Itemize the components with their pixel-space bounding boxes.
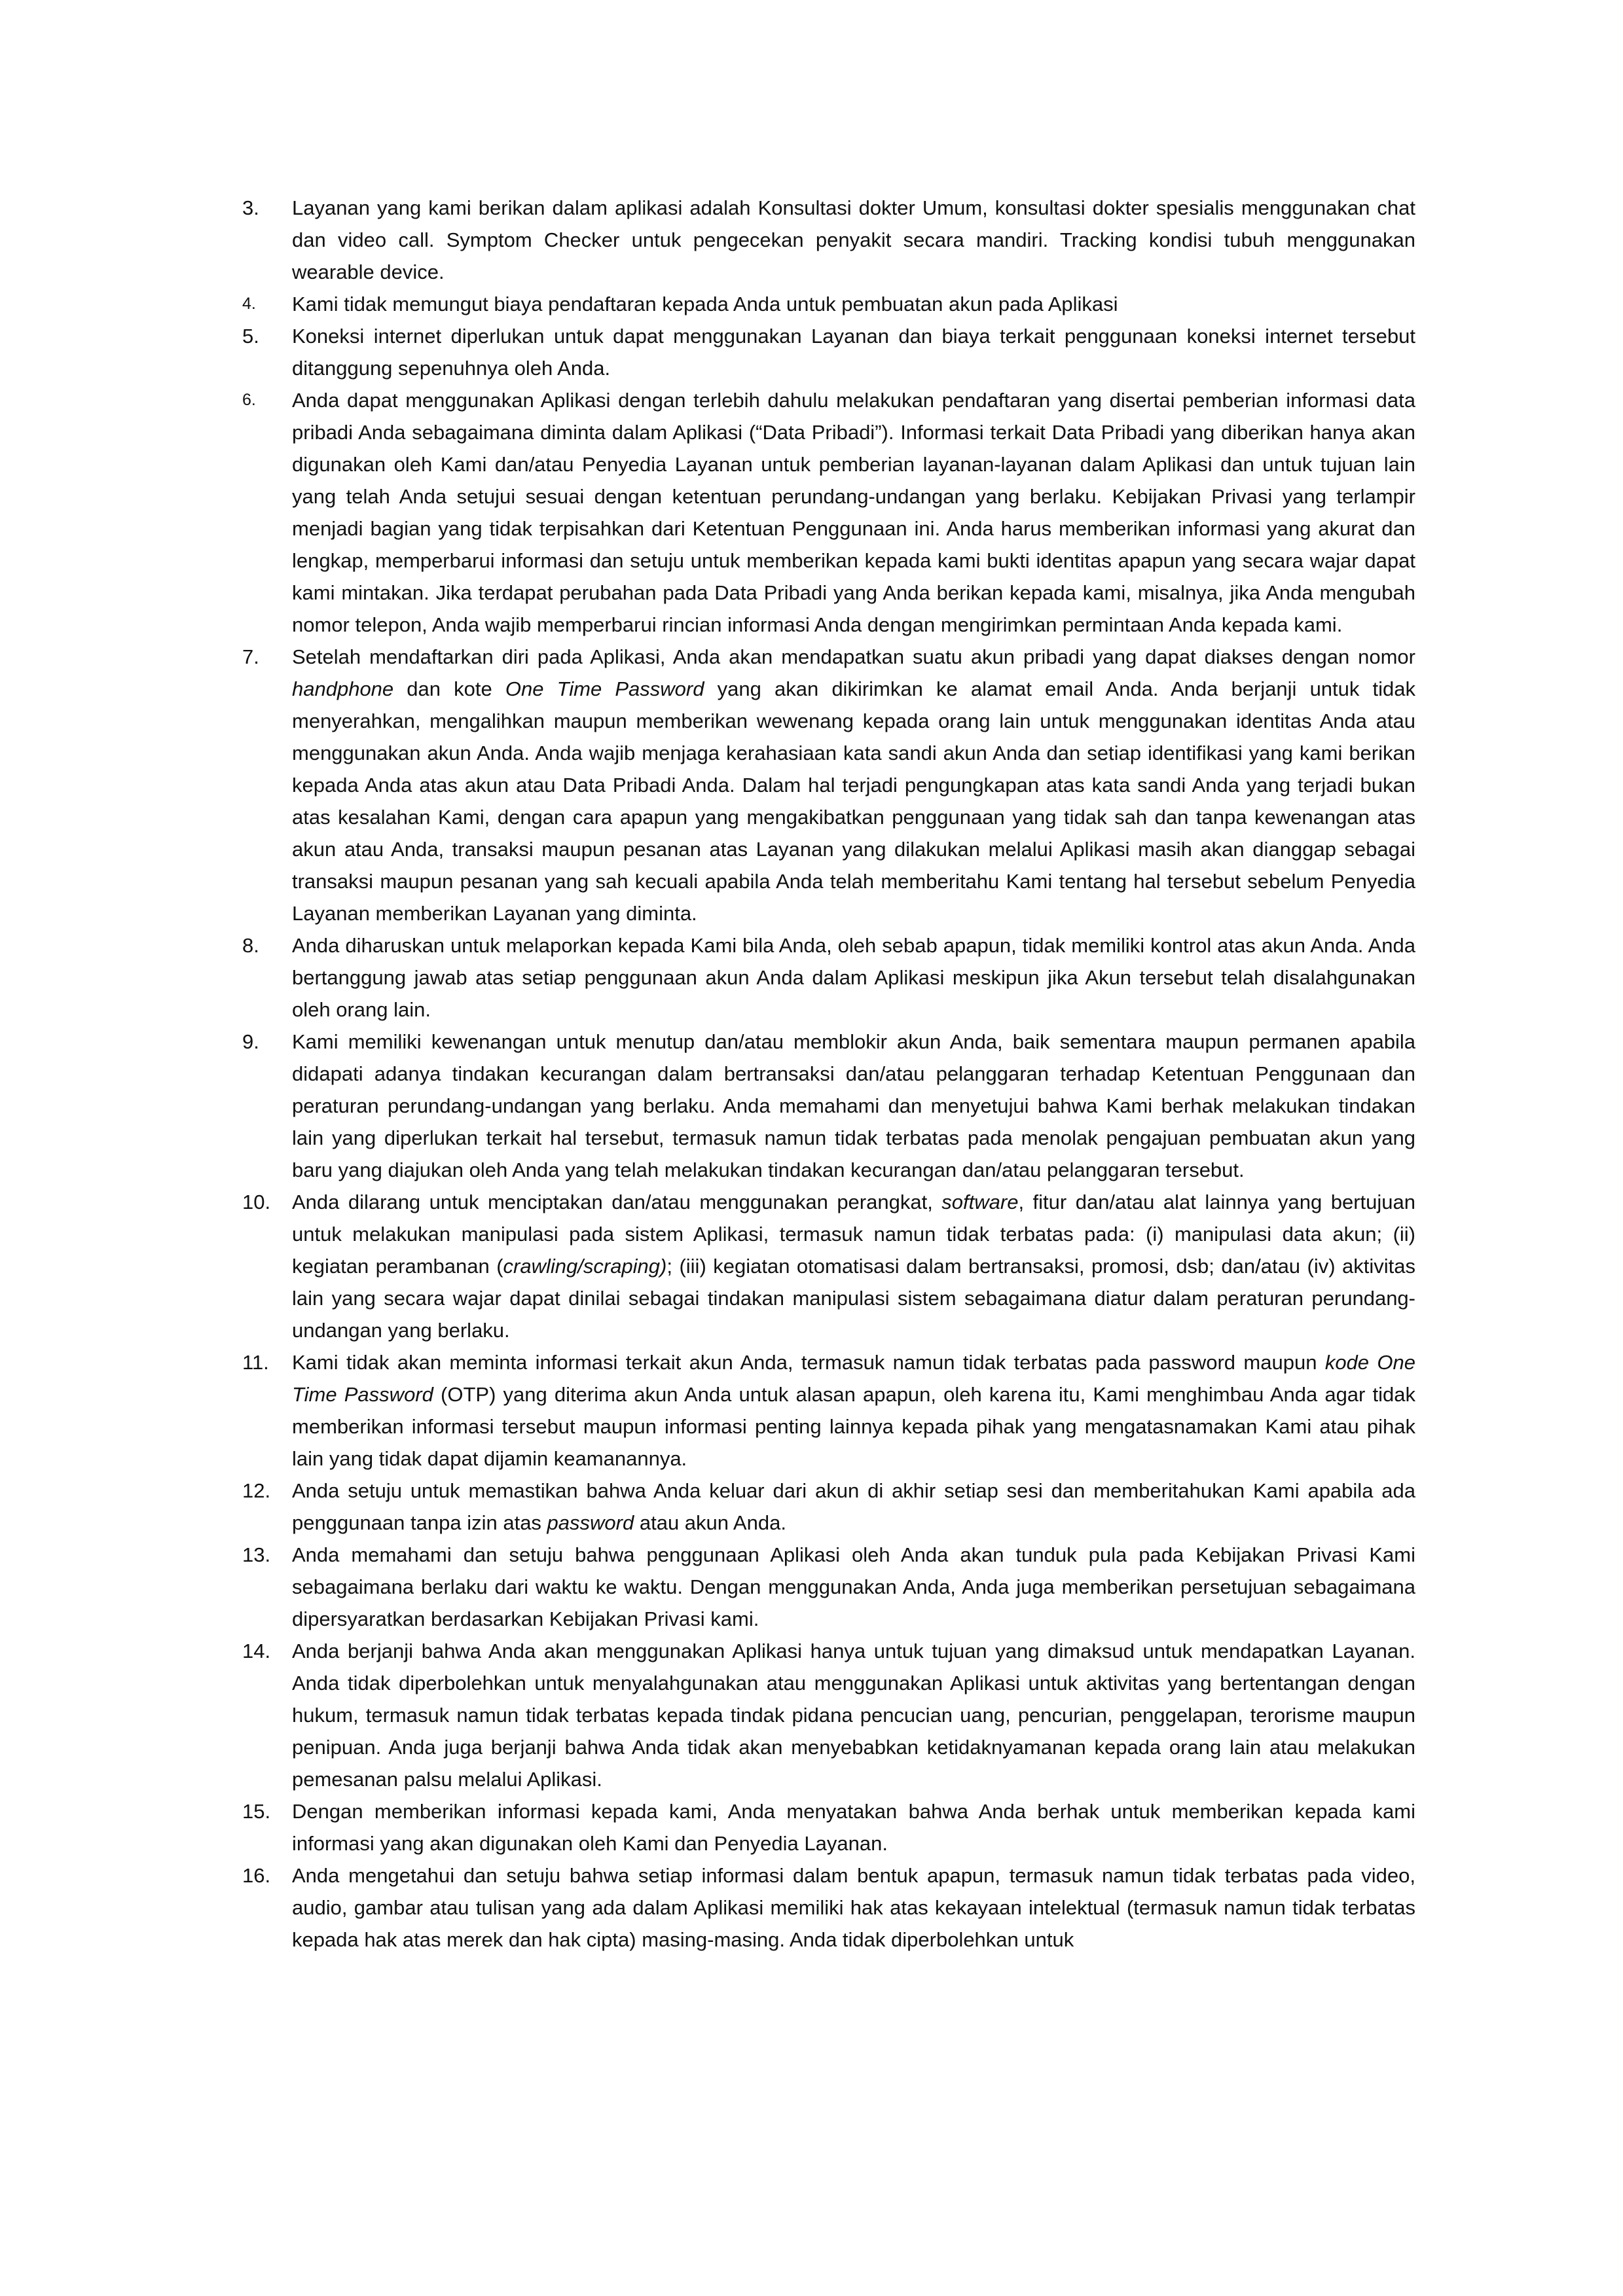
clause-text (292, 1475, 1415, 1539)
clause-text (292, 1795, 1415, 1859)
clause-text (292, 384, 1415, 641)
clause-number: 3. (242, 196, 259, 219)
clause-text-italic: crawling/scraping) (503, 1255, 667, 1278)
clause-text-segment: Anda mengetahui dan setuju bahwa setiap informasi dalam bentuk apapun, termasuk namun tidak terbatas pada video, audio, gambar atau tulisan yang ada dalam Aplikasi memiliki hak atas kekayaan intelektual (termasuk namun tidak terbatas kepada hak atas merek dan hak cipta) masing-masing. Anda tidak diperbolehkan untuk (292, 1864, 1415, 1951)
clause-number: 10. (242, 1191, 271, 1213)
clause-text (292, 929, 1415, 1026)
clause-text-segment: Kami memiliki kewenangan untuk menutup dan/atau memblokir akun Anda, baik sementara maupun permanen apabila didapati adanya tindakan kecurangan dalam bertransaksi dan/atau pelanggaran terhadap Ketentuan Penggunaan dan peraturan perundang-undangan yang berlaku. Anda memahami dan menyetujui bahwa Kami berhak melakukan tindakan lain yang diperlukan terkait hal tersebut, termasuk namun tidak terbatas pada menolak pengajuan pembuatan akun yang baru yang diajukan oleh Anda yang telah melakukan tindakan kecurangan dan/atau pelanggaran tersebut. (292, 1030, 1415, 1181)
clause-item (242, 1346, 1415, 1475)
clause-number: 5. (242, 325, 259, 348)
clause-text-italic: handphone (292, 677, 394, 700)
clause-text-italic: software (941, 1191, 1019, 1213)
clause-text-italic: One Time Password (505, 677, 704, 700)
clause-number: 9. (242, 1030, 259, 1053)
clause-text-segment: Anda dapat menggunakan Aplikasi dengan terlebih dahulu melakukan pendaftaran yang disertai pemberian informasi data pribadi Anda sebagaimana diminta dalam Aplikasi (“Data Pribadi”). Informasi terkait Data Pribadi yang diberikan hanya akan digunakan oleh Kami dan/atau Penyedia Layanan untuk pemberian layanan-layanan dalam Aplikasi dan untuk tujuan lain yang telah Anda setujui sesuai dengan ketentuan perundang-undangan yang berlaku. Kebijakan Privasi yang terlampir menjadi bagian yang tidak terpisahkan dari Ketentuan Penggunaan ini. Anda harus memberikan informasi yang akurat dan lengkap, memperbarui informasi dan setuju untuk memberikan kepada kami bukti identitas apapun yang secara wajar dapat kami mintakan. Jika terdapat perubahan pada Data Pribadi yang Anda berikan kepada kami, misalnya, jika Anda mengubah nomor telepon, Anda wajib memperbarui rincian informasi Anda dengan mengirimkan permintaan Anda kepada kami. (292, 389, 1415, 636)
clause-number: 15. (242, 1800, 271, 1823)
clause-number: 16. (242, 1864, 271, 1887)
clause-text-segment: Dengan memberikan informasi kepada kami, Anda menyatakan bahwa Anda berhak untuk memberikan kepada kami informasi yang akan digunakan oleh Kami dan Penyedia Layanan. (292, 1800, 1415, 1855)
clause-item (242, 320, 1415, 384)
clause-text-segment: Kami tidak akan meminta informasi terkait akun Anda, termasuk namun tidak terbatas pada password maupun (292, 1351, 1325, 1374)
clause-text-segment: Kami tidak memungut biaya pendaftaran kepada Anda untuk pembuatan akun pada Aplikasi (292, 293, 1118, 315)
clause-text-segment: dan kote (393, 677, 505, 700)
clause-number: 13. (242, 1543, 271, 1566)
clause-item (242, 1186, 1415, 1346)
clause-item (242, 1026, 1415, 1186)
clause-text-segment: atau akun Anda. (634, 1511, 786, 1534)
clause-text (292, 1635, 1415, 1795)
clause-item (242, 929, 1415, 1026)
clause-text (292, 192, 1415, 288)
clause-text-segment: Layanan yang kami berikan dalam aplikasi adalah Konsultasi dokter Umum, konsultasi dokter spesialis menggunakan chat dan video call. Symptom Checker untuk pengecekan penyakit secara mandiri. Tracking kondisi tubuh menggunakan wearable device. (292, 196, 1415, 283)
clause-text (292, 1859, 1415, 1956)
clause-item (242, 1635, 1415, 1795)
clause-number: 6. (242, 391, 256, 409)
clause-text (292, 288, 1415, 320)
clause-number: 14. (242, 1640, 271, 1662)
clause-text-segment: Anda dilarang untuk menciptakan dan/atau menggunakan perangkat, (292, 1191, 942, 1213)
clause-text (292, 1346, 1415, 1475)
clause-text-italic: kode One Time Password (292, 1351, 1415, 1406)
clause-text-italic: password (547, 1511, 634, 1534)
clause-item (242, 1539, 1415, 1635)
clause-item (242, 1859, 1415, 1956)
clause-text (292, 1539, 1415, 1635)
numbered-clause-list (242, 192, 1415, 1956)
clause-item (242, 384, 1415, 641)
clause-number: 8. (242, 934, 259, 957)
clause-item (242, 1475, 1415, 1539)
clause-text-segment: yang akan dikirimkan ke alamat email Anda. Anda berjanji untuk tidak menyerahkan, mengalihkan maupun memberikan wewenang kepada orang lain untuk menggunakan identitas Anda atau menggunakan akun Anda. Anda wajib menjaga kerahasiaan kata sandi akun Anda dan setiap identifikasi yang kami berikan kepada Anda atas akun atau Data Pribadi Anda. Dalam hal terjadi pengungkapan atas kata sandi Anda yang terjadi bukan atas kesalahan Kami, dengan cara apapun yang mengakibatkan penggunaan yang tidak sah dan tanpa kewenangan atas akun atau Anda, transaksi maupun pesanan atas Layanan yang dilakukan melalui Aplikasi masih akan dianggap sebagai transaksi maupun pesanan yang sah kecuali apabila Anda telah memberitahu Kami tentang hal tersebut sebelum Penyedia Layanan memberikan Layanan yang diminta. (292, 677, 1416, 925)
clause-text-segment: , fitur dan/atau alat lainnya yang bertujuan untuk melakukan manipulasi pada sistem Aplikasi, termasuk namun tidak terbatas pada: (i) manipulasi data akun; (ii) kegiatan perambanan ( (292, 1191, 1415, 1278)
clause-text (292, 320, 1415, 384)
clause-text (292, 641, 1415, 929)
clause-text (292, 1186, 1415, 1346)
clause-text-segment: Anda berjanji bahwa Anda akan menggunakan Aplikasi hanya untuk tujuan yang dimaksud untuk mendapatkan Layanan. Anda tidak diperbolehkan untuk menyalahgunakan atau menggunakan Aplikasi untuk aktivitas yang bertentangan dengan hukum, termasuk namun tidak terbatas kepada tindak pidana pencucian uang, pencurian, penggelapan, terorisme maupun penipuan. Anda juga berjanji bahwa Anda tidak akan menyebabkan ketidaknyamanan kepada orang lain atau melakukan pemesanan palsu melalui Aplikasi. (292, 1640, 1415, 1791)
clause-text-segment: Anda memahami dan setuju bahwa penggunaan Aplikasi oleh Anda akan tunduk pula pada Kebijakan Privasi Kami sebagaimana berlaku dari waktu ke waktu. Dengan menggunakan Anda, Anda juga memberikan persetujuan sebagaimana dipersyaratkan berdasarkan Kebijakan Privasi kami. (292, 1543, 1415, 1630)
clause-text-segment: Anda setuju untuk memastikan bahwa Anda keluar dari akun di akhir setiap sesi dan memberitahukan Kami apabila ada penggunaan tanpa izin atas (292, 1479, 1415, 1534)
clause-text-segment: Setelah mendaftarkan diri pada Aplikasi, Anda akan mendapatkan suatu akun pribadi yang dapat diakses dengan nomor (292, 645, 1415, 668)
clause-item (242, 288, 1415, 320)
clause-number: 12. (242, 1479, 271, 1502)
clause-text-segment: ; (iii) kegiatan otomatisasi dalam bertransaksi, promosi, dsb; dan/atau (iv) aktivitas lain yang secara wajar dapat dinilai sebagai tindakan manipulasi sistem sebagaimana diatur dalam peraturan perundang-undangan yang berlaku. (292, 1255, 1415, 1342)
clause-item (242, 641, 1415, 929)
clause-text-segment: Anda diharuskan untuk melaporkan kepada Kami bila Anda, oleh sebab apapun, tidak memiliki kontrol atas akun Anda. Anda bertanggung jawab atas setiap penggunaan akun Anda dalam Aplikasi meskipun jika Akun tersebut telah disalahgunakan oleh orang lain. (292, 934, 1415, 1021)
clause-text-segment: (OTP) yang diterima akun Anda untuk alasan apapun, oleh karena itu, Kami menghimbau Anda agar tidak memberikan informasi tersebut maupun informasi penting lainnya kepada pihak yang mengatasnamakan Kami atau pihak lain yang tidak dapat dijamin keamanannya. (292, 1383, 1415, 1470)
clause-number: 11. (242, 1351, 269, 1374)
clause-number: 7. (242, 645, 259, 668)
clause-text (292, 1026, 1415, 1186)
clause-item (242, 192, 1415, 288)
clause-item (242, 1795, 1415, 1859)
clause-text-segment: Koneksi internet diperlukan untuk dapat menggunakan Layanan dan biaya terkait penggunaan koneksi internet tersebut ditanggung sepenuhnya oleh Anda. (292, 325, 1415, 380)
clause-number: 4. (242, 295, 256, 313)
